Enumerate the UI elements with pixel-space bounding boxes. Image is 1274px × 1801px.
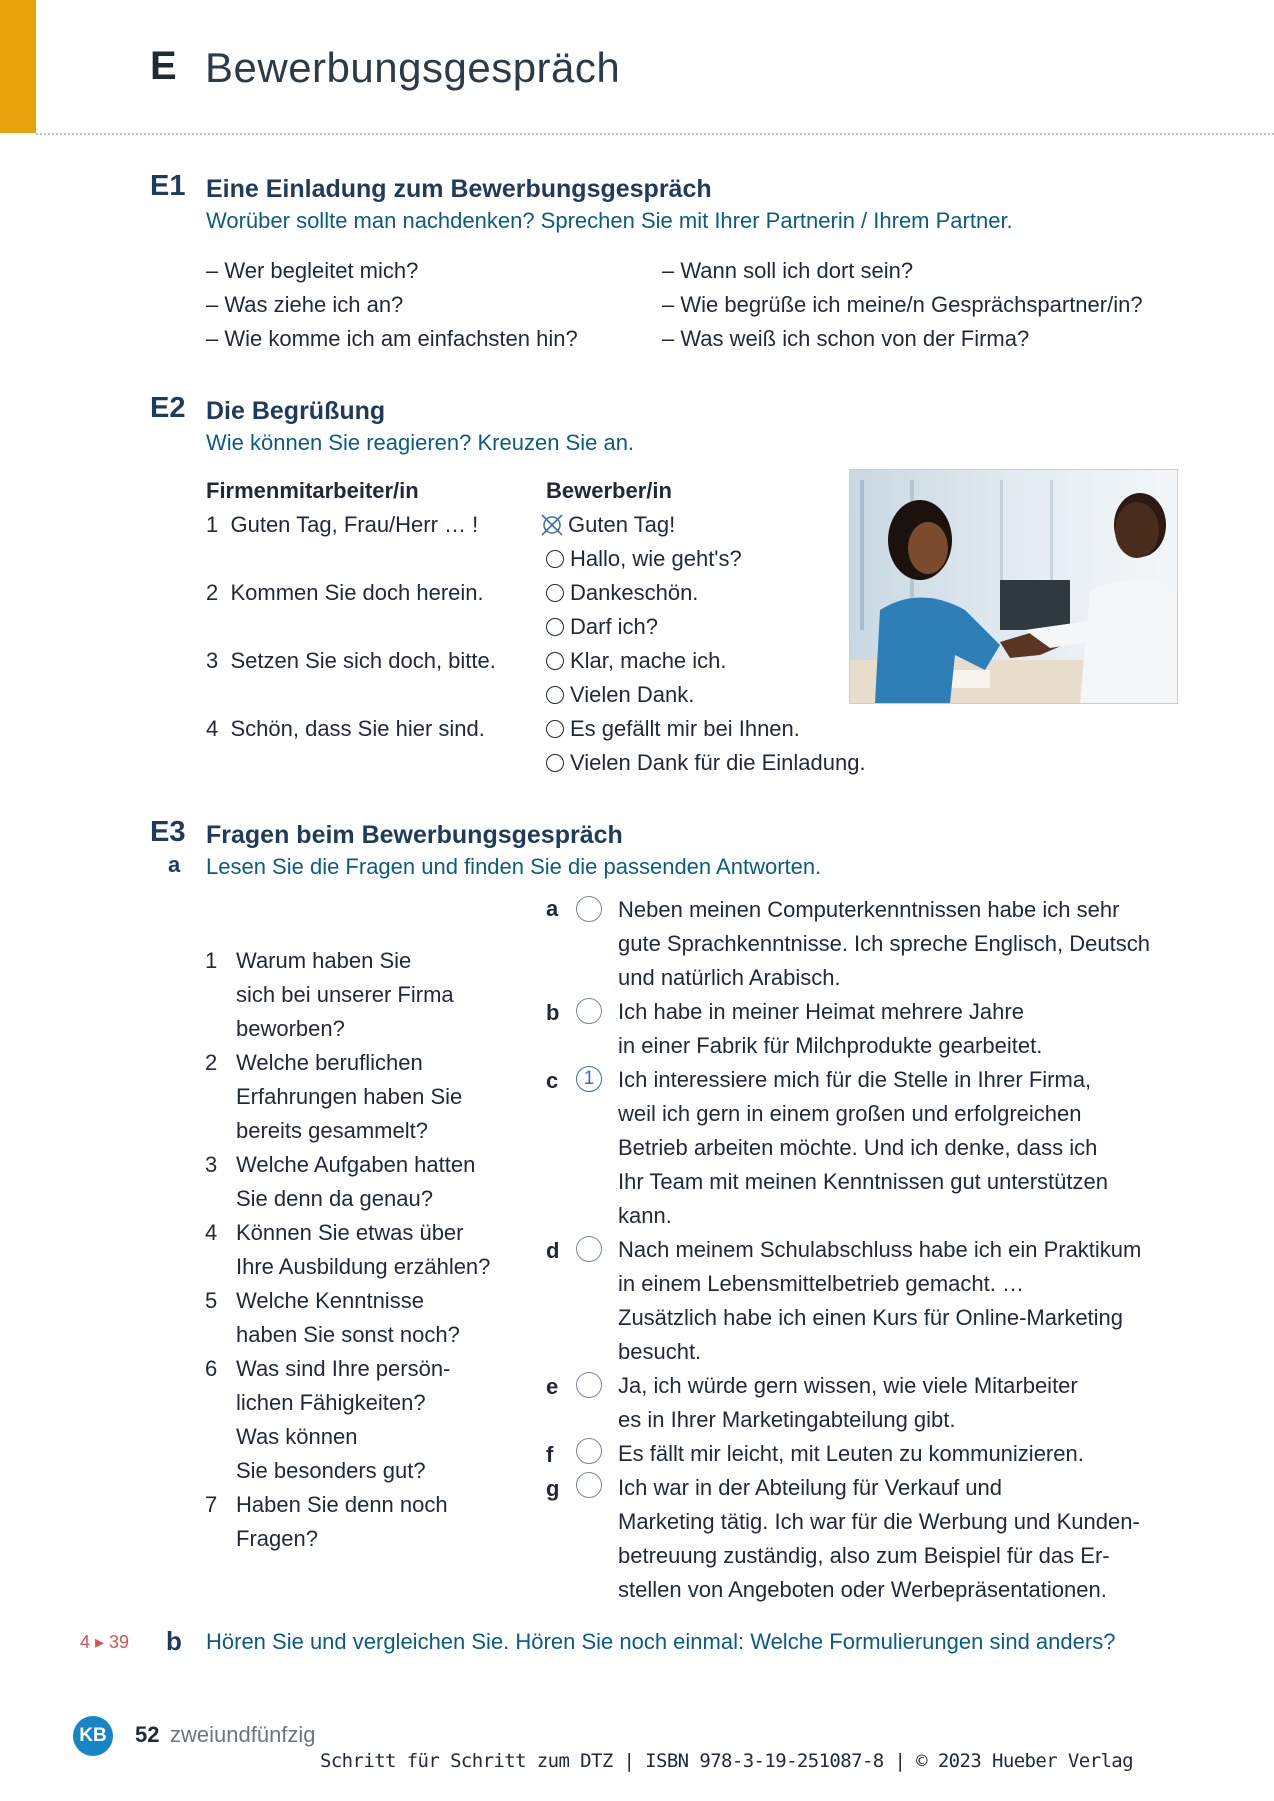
e2-option[interactable]: Hallo, wie geht's? — [546, 546, 742, 572]
e2-number: E2 — [150, 392, 186, 424]
e2-option[interactable]: Klar, mache ich. — [546, 648, 727, 674]
e1-item: – Wie begrüße ich meine/n Gesprächspartner/in? — [662, 292, 1143, 317]
radio-icon — [546, 584, 564, 602]
e3-number: E3 — [150, 816, 186, 848]
e1-item: – Was ziehe ich an? — [206, 292, 404, 317]
answer-letter: c — [546, 1068, 559, 1093]
e2-option[interactable]: Dankeschön. — [546, 580, 698, 606]
e2-option[interactable]: Es gefällt mir bei Ihnen. — [546, 716, 800, 742]
header-divider — [36, 133, 1274, 135]
e3-part-b-letter: b — [166, 1626, 182, 1656]
radio-icon — [546, 754, 564, 772]
e1-item: – Wie komme ich am einfachsten hin? — [206, 326, 578, 351]
radio-icon — [546, 652, 564, 670]
e2-staff-line: 1 Guten Tag, Frau/Herr … ! — [206, 512, 479, 537]
e2-col-staff: Firmenmitarbeiter/in — [206, 478, 419, 503]
answer-circle-input[interactable] — [576, 1472, 602, 1498]
answer-circle-input[interactable] — [576, 896, 602, 922]
section-accent-bar — [0, 0, 36, 133]
e2-title: Die Begrüßung — [206, 397, 386, 425]
kb-badge: KB — [73, 1716, 113, 1756]
answer-letter: a — [546, 896, 559, 921]
radio-icon — [546, 550, 564, 568]
answer-circle-input[interactable] — [576, 1236, 602, 1262]
radio-icon — [546, 720, 564, 738]
answer-text: Nach meinem Schulabschluss habe ich ein Praktikum in einem Lebensmittelbetrieb gemacht. … Zusätzlich habe ich einen Kurs für Online-Marketing besucht. — [618, 1237, 1142, 1364]
checked-cross-icon — [540, 513, 564, 537]
answer-circle-input[interactable] — [576, 1372, 602, 1398]
e2-col-applicant: Bewerber/in — [546, 478, 672, 503]
section-letter: E — [150, 44, 177, 88]
answer-letter: f — [546, 1442, 554, 1467]
answer-letter: g — [546, 1476, 560, 1501]
page-number: 52 — [135, 1722, 160, 1747]
radio-icon — [546, 686, 564, 704]
answer-text: Es fällt mir leicht, mit Leuten zu kommunizieren. — [618, 1441, 1084, 1466]
radio-icon — [546, 618, 564, 636]
e3-part-a-instruction: Lesen Sie die Fragen und finden Sie die passenden Antworten. — [206, 854, 822, 879]
e2-option[interactable]: Darf ich? — [546, 614, 658, 640]
handshake-photo — [850, 470, 1177, 703]
e2-option[interactable]: Guten Tag! — [546, 512, 675, 538]
answer-letter: b — [546, 1000, 560, 1025]
e3-title: Fragen beim Bewerbungsgespräch — [206, 821, 623, 849]
e1-item: – Was weiß ich schon von der Firma? — [662, 326, 1030, 351]
answer-text: Ich war in der Abteilung für Verkauf und Marketing tätig. Ich war für die Werbung und Kunden- betreuung zuständig, also zum Beispiel für das Er- stellen von Angeboten oder Werbepräsentationen. — [618, 1475, 1140, 1602]
e1-list-left — [206, 254, 578, 356]
answer-text: Ich interessiere mich für die Stelle in Ihrer Firma, weil ich gern in einem großen und erfolgreichen Betrieb arbeiten möchte. Und ich denke, dass ich Ihr Team mit meinen Kenntnissen gut unterstützen kann. — [618, 1067, 1108, 1228]
answer-circle-input[interactable]: 1 — [576, 1066, 602, 1092]
e2-option[interactable]: Vielen Dank. — [546, 682, 694, 708]
e1-item: – Wann soll ich dort sein? — [662, 258, 914, 283]
e3-part-b-instruction: Hören Sie und vergleichen Sie. Hören Sie noch einmal: Welche Formulierungen sind anders? — [206, 1629, 1116, 1654]
answer-letter: d — [546, 1238, 560, 1263]
e2-instruction: Wie können Sie reagieren? Kreuzen Sie an. — [206, 430, 635, 455]
answer-text: Ich habe in meiner Heimat mehrere Jahre in einer Fabrik für Milchprodukte gearbeitet. — [618, 999, 1043, 1058]
e2-staff-line: 2 Kommen Sie doch herein. — [206, 580, 484, 605]
e1-title: Eine Einladung zum Bewerbungsgespräch — [206, 175, 712, 203]
e2-option[interactable]: Vielen Dank für die Einladung. — [546, 750, 866, 776]
e1-item: – Wer begleitet mich? — [206, 258, 419, 283]
answer-circle-input[interactable] — [576, 998, 602, 1024]
e1-number: E1 — [150, 170, 186, 202]
answer-letter: e — [546, 1374, 559, 1399]
answer-text: Ja, ich würde gern wissen, wie viele Mitarbeiter es in Ihrer Marketingabteilung gibt. — [618, 1373, 1078, 1432]
e1-list-right — [662, 254, 1143, 356]
publisher-credit: Schritt für Schritt zum DTZ | ISBN 978-3-19-251087-8 | © 2023 Hueber Verlag — [320, 1750, 1133, 1772]
answer-text: Neben meinen Computerkenntnissen habe ich sehr gute Sprachkenntnisse. Ich spreche Englisch, Deutsch und natürlich Arabisch. — [618, 897, 1150, 990]
e2-staff-line: 3 Setzen Sie sich doch, bitte. — [206, 648, 496, 673]
answer-circle-input[interactable] — [576, 1438, 602, 1464]
e2-staff-line: 4 Schön, dass Sie hier sind. — [206, 716, 485, 741]
e1-instruction: Worüber sollte man nachdenken? Sprechen Sie mit Ihrer Partnerin / Ihrem Partner. — [206, 208, 1013, 233]
section-title: Bewerbungsgespräch — [205, 44, 621, 91]
audio-track-ref: 4 ▸ 39 — [80, 1632, 130, 1652]
e3-part-a-letter: a — [168, 852, 181, 877]
page-number-word: zweiundfünfzig — [170, 1722, 316, 1747]
